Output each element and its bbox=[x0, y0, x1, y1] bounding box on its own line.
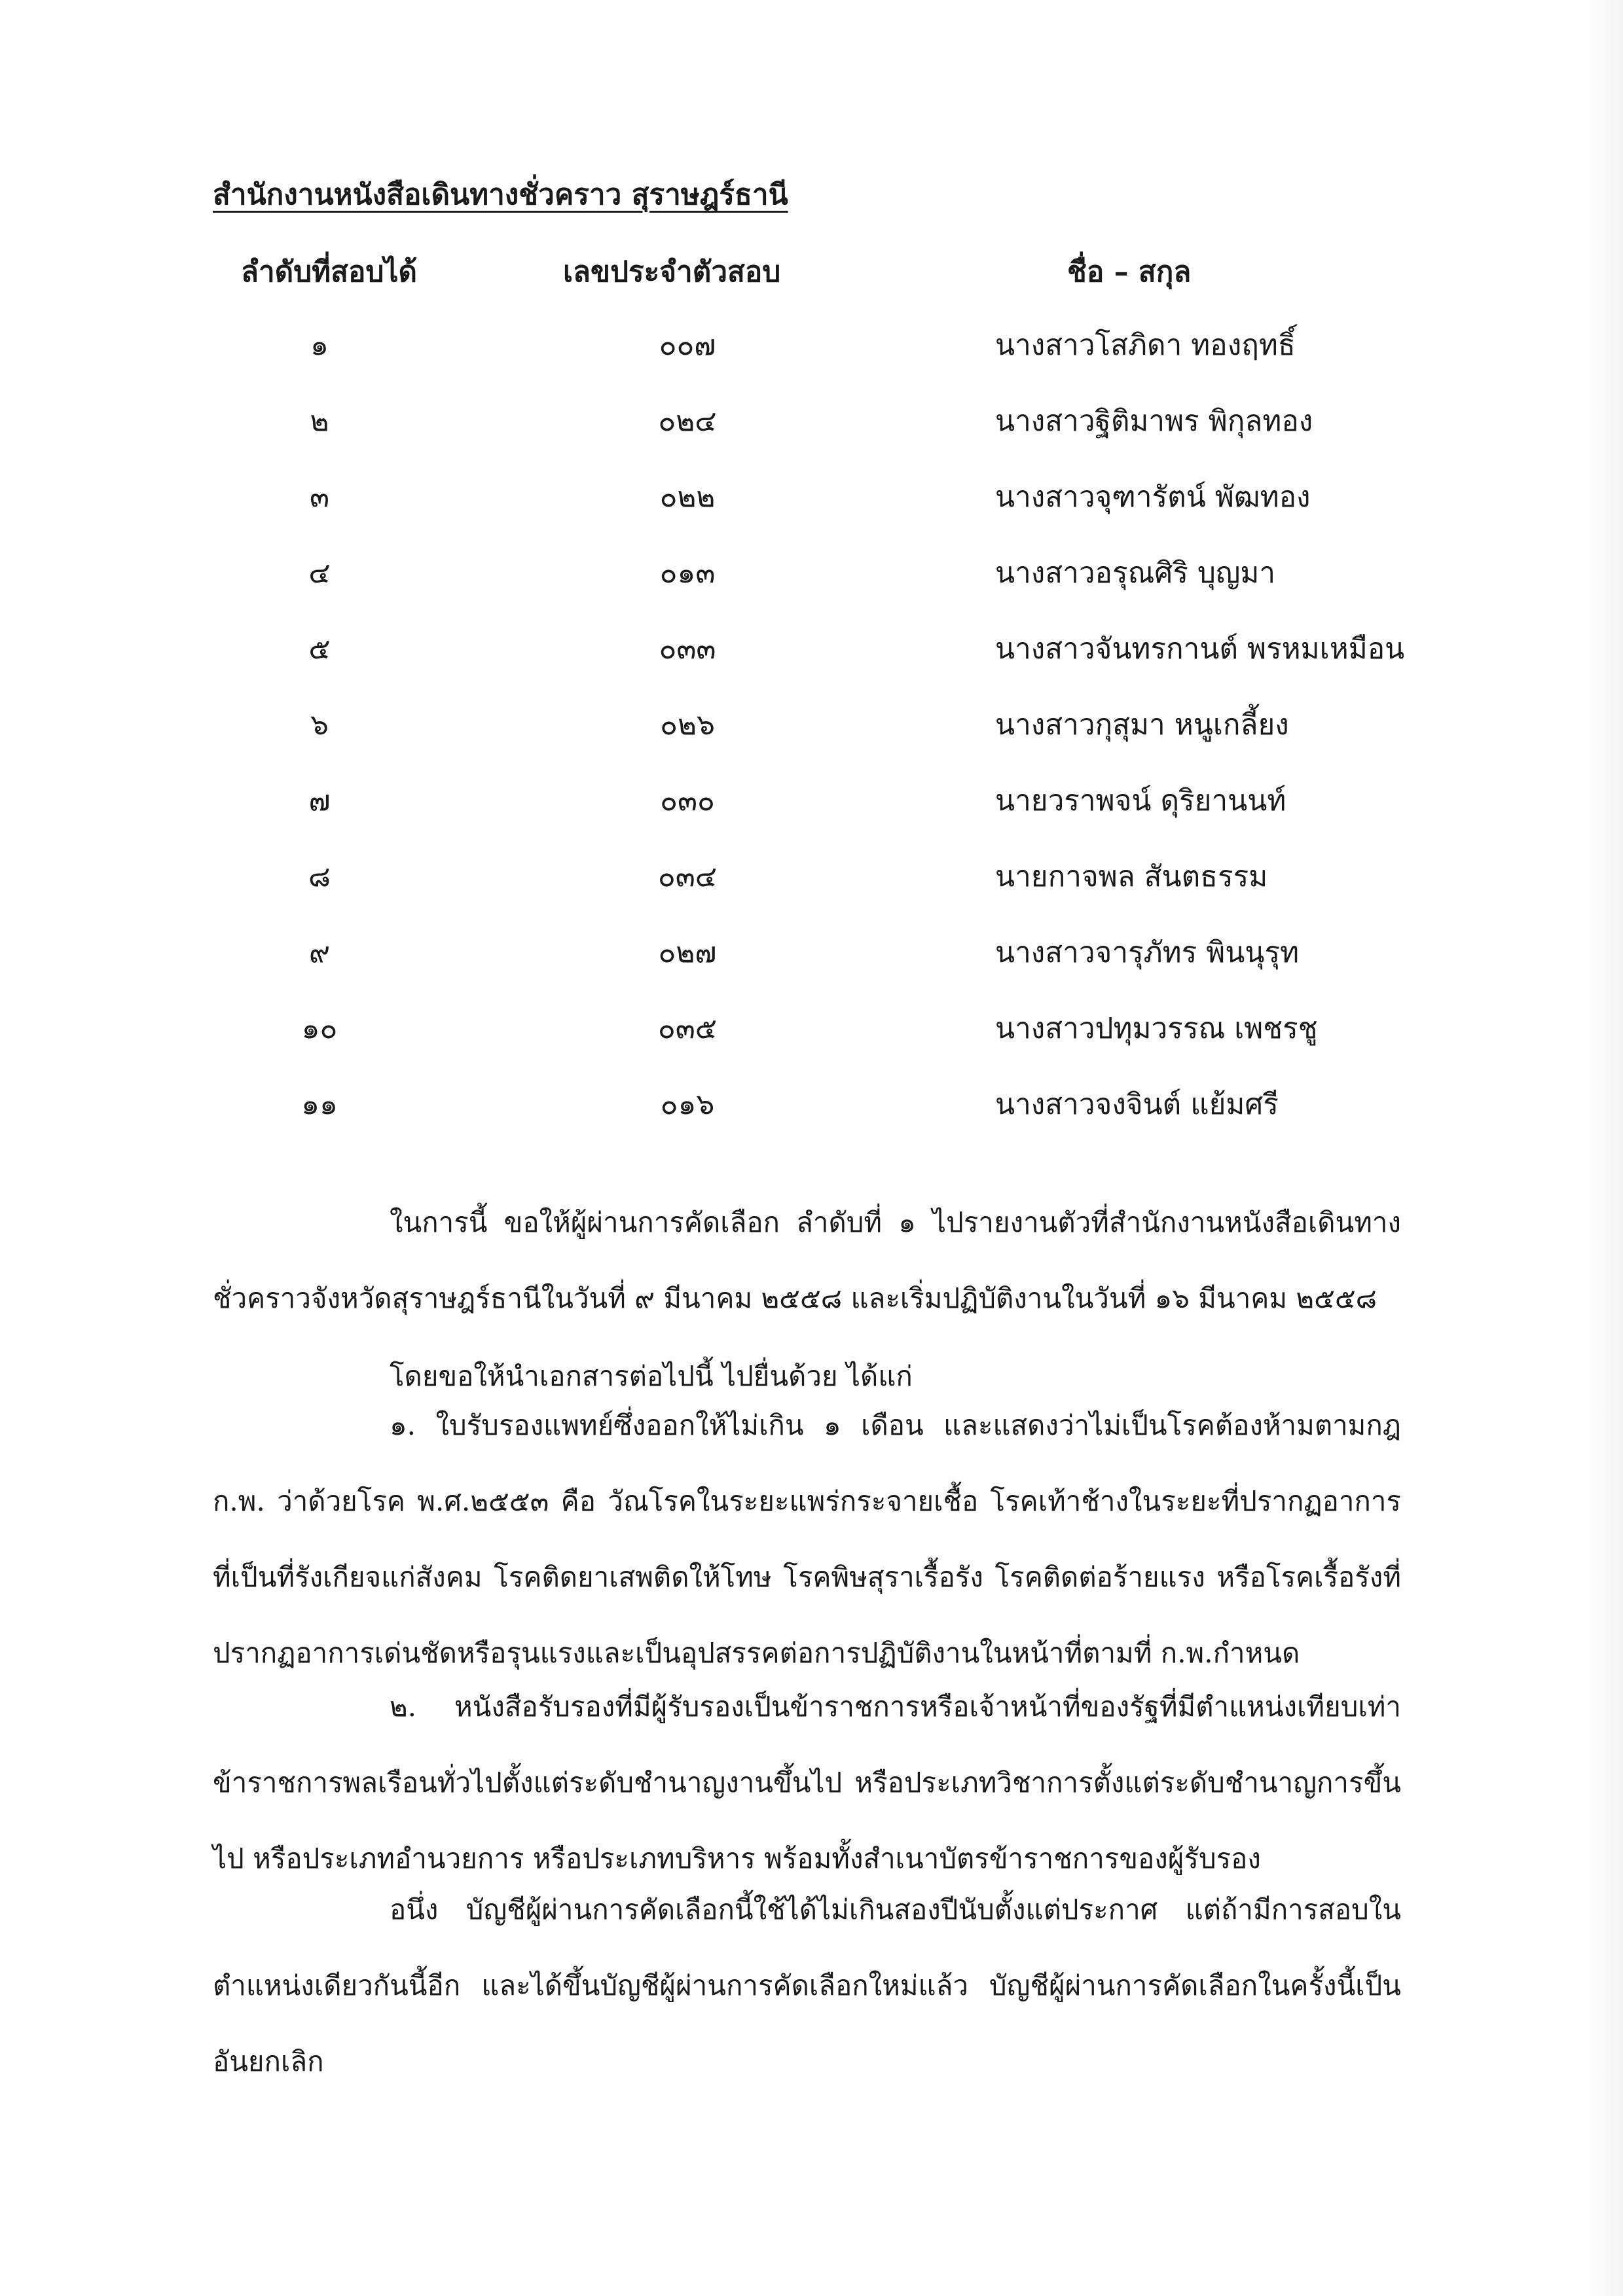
rank-cell: ๔ bbox=[308, 556, 331, 590]
name-cell: นายกาจพล สันตธรรม bbox=[995, 860, 1268, 893]
exam-id-cell: ๐๓๔ bbox=[657, 860, 718, 893]
table-row bbox=[0, 322, 1623, 374]
document-item-1: ๑. ใบรับรองแพทย์ซึ่งออกให้ไม่เกิน ๑ เดือน และแสดงว่าไม่เป็นโรคต้องห้ามตามกฎ ก.พ. ว่าด้วยโรค พ.ศ.๒๕๕๓ คือ วัณโรคในระยะแพร่กระจายเชื้อ โรคเท้าช้างในระยะที่ปรากฏอาการที่เป็นที่รังเกียจแก่สังคม โรคติดยาเสพติดให้โทษ โรคพิษสุราเรื้อรัง โรคติดต่อร้ายแรง หรือโรคเรื้อรังที่ปรากฏอาการเด่นชัดหรือรุนแรงและเป็นอุปสรรคต่อการปฏิบัติงานในหน้าที่ตามที่ ก.พ.กำหนด bbox=[213, 1409, 1401, 1669]
column-header-name: ชื่อ – สกุล bbox=[1067, 255, 1192, 289]
validity-paragraph: อนึ่ง บัญชีผู้ผ่านการคัดเลือกนี้ใช้ได้ไม่เกินสองปีนับตั้งแต่ประกาศ แต่ถ้ามีการสอบในตำแหน่งเดียวกันนี้อีก และได้ขึ้นบัญชีผู้ผ่านการคัดเลือกใหม่แล้ว บัญชีผู้ผ่านการคัดเลือกในครั้งนี้เป็นอันยกเลิก bbox=[213, 1893, 1401, 2077]
documents-intro: โดยขอให้นำเอกสารต่อไปนี้ ไปยื่นด้วย ได้แก่ bbox=[390, 1360, 913, 1392]
exam-id-cell: ๐๐๗ bbox=[659, 329, 716, 362]
name-cell: นางสาวอรุณศิริ บุญมา bbox=[995, 556, 1276, 590]
report-paragraph: ในการนี้ ขอให้ผู้ผ่านการคัดเลือก ลำดับที่ ๑ ไปรายงานตัวที่สำนักงานหนังสือเดินทางชั่วคราวจังหวัดสุราษฎร์ธานีในวันที่ ๙ มีนาคม ๒๕๕๘ และเริ่มปฏิบัติงานในวันที่ ๑๖ มีนาคม ๒๕๕๘ bbox=[213, 1206, 1401, 1314]
table-row bbox=[0, 929, 1623, 982]
rank-cell: ๒ bbox=[310, 404, 329, 438]
table-row bbox=[0, 550, 1623, 602]
exam-id-cell: ๐๒๔ bbox=[658, 404, 717, 438]
name-cell: นางสาวจันทรกานต์ พรหมเหมือน bbox=[995, 632, 1405, 666]
exam-id-cell: ๐๑๖ bbox=[660, 1088, 715, 1121]
office-heading: สำนักงานหนังสือเดินทางชั่วคราว สุราษฎร์ธานี bbox=[213, 178, 788, 211]
rank-cell: ๑๐ bbox=[301, 1012, 338, 1045]
name-cell: นางสาวกุสุมา หนูเกลี้ยง bbox=[995, 708, 1289, 742]
exam-id-cell: ๐๒๗ bbox=[658, 936, 717, 969]
table-row bbox=[0, 702, 1623, 754]
rank-cell: ๖ bbox=[310, 708, 329, 742]
name-cell: นายวราพจน์ ดุริยานนท์ bbox=[995, 784, 1286, 817]
name-cell: นางสาวจุฑารัตน์ พัฒทอง bbox=[995, 480, 1311, 514]
exam-id-cell: ๐๒๖ bbox=[660, 708, 715, 742]
rank-cell: ๕ bbox=[308, 632, 331, 666]
table-row bbox=[0, 398, 1623, 450]
column-header-rank: ลำดับที่สอบได้ bbox=[241, 255, 418, 289]
rank-cell: ๑ bbox=[310, 329, 329, 362]
exam-id-cell: ๐๒๒ bbox=[659, 480, 716, 514]
rank-cell: ๘ bbox=[308, 860, 331, 893]
name-cell: นางสาวปทุมวรรณ เพชรชู bbox=[995, 1012, 1318, 1045]
name-cell: นางสาวโสภิดา ทองฤทธิ์ bbox=[995, 329, 1296, 362]
rank-cell: ๗ bbox=[308, 784, 331, 817]
name-cell: นางสาวจารุภัทร พินนุรุท bbox=[995, 936, 1300, 969]
document-item-2: ๒. หนังสือรับรองที่มีผู้รับรองเป็นข้าราชการหรือเจ้าหน้าที่ของรัฐที่มีตำแหน่งเทียบเท่าข้าราชการพลเรือนทั่วไปตั้งแต่ระดับชำนาญงานขึ้นไป หรือประเภทวิชาการตั้งแต่ระดับชำนาญการขึ้นไป หรือประเภทอำนวยการ หรือประเภทบริหาร พร้อมทั้งสำเนาบัตรข้าราชการของผู้รับรอง bbox=[213, 1691, 1401, 1874]
rank-cell: ๙ bbox=[308, 936, 331, 969]
column-header-exam-id: เลขประจำตัวสอบ bbox=[563, 255, 781, 289]
exam-id-cell: ๐๑๓ bbox=[659, 556, 716, 590]
exam-id-cell: ๐๓๕ bbox=[657, 1012, 718, 1045]
table-row bbox=[0, 1005, 1623, 1058]
exam-id-cell: ๐๓๐ bbox=[660, 784, 715, 817]
rank-cell: ๑๑ bbox=[301, 1088, 338, 1121]
table-row bbox=[0, 474, 1623, 526]
name-cell: นางสาวฐิติมาพร พิกุลทอง bbox=[995, 404, 1313, 438]
table-row bbox=[0, 626, 1623, 678]
rank-cell: ๓ bbox=[309, 480, 330, 514]
name-cell: นางสาวจงจินต์ แย้มศรี bbox=[995, 1088, 1279, 1121]
table-row bbox=[0, 1081, 1623, 1134]
table-row bbox=[0, 778, 1623, 830]
exam-id-cell: ๐๓๓ bbox=[659, 632, 716, 666]
table-row bbox=[0, 853, 1623, 906]
